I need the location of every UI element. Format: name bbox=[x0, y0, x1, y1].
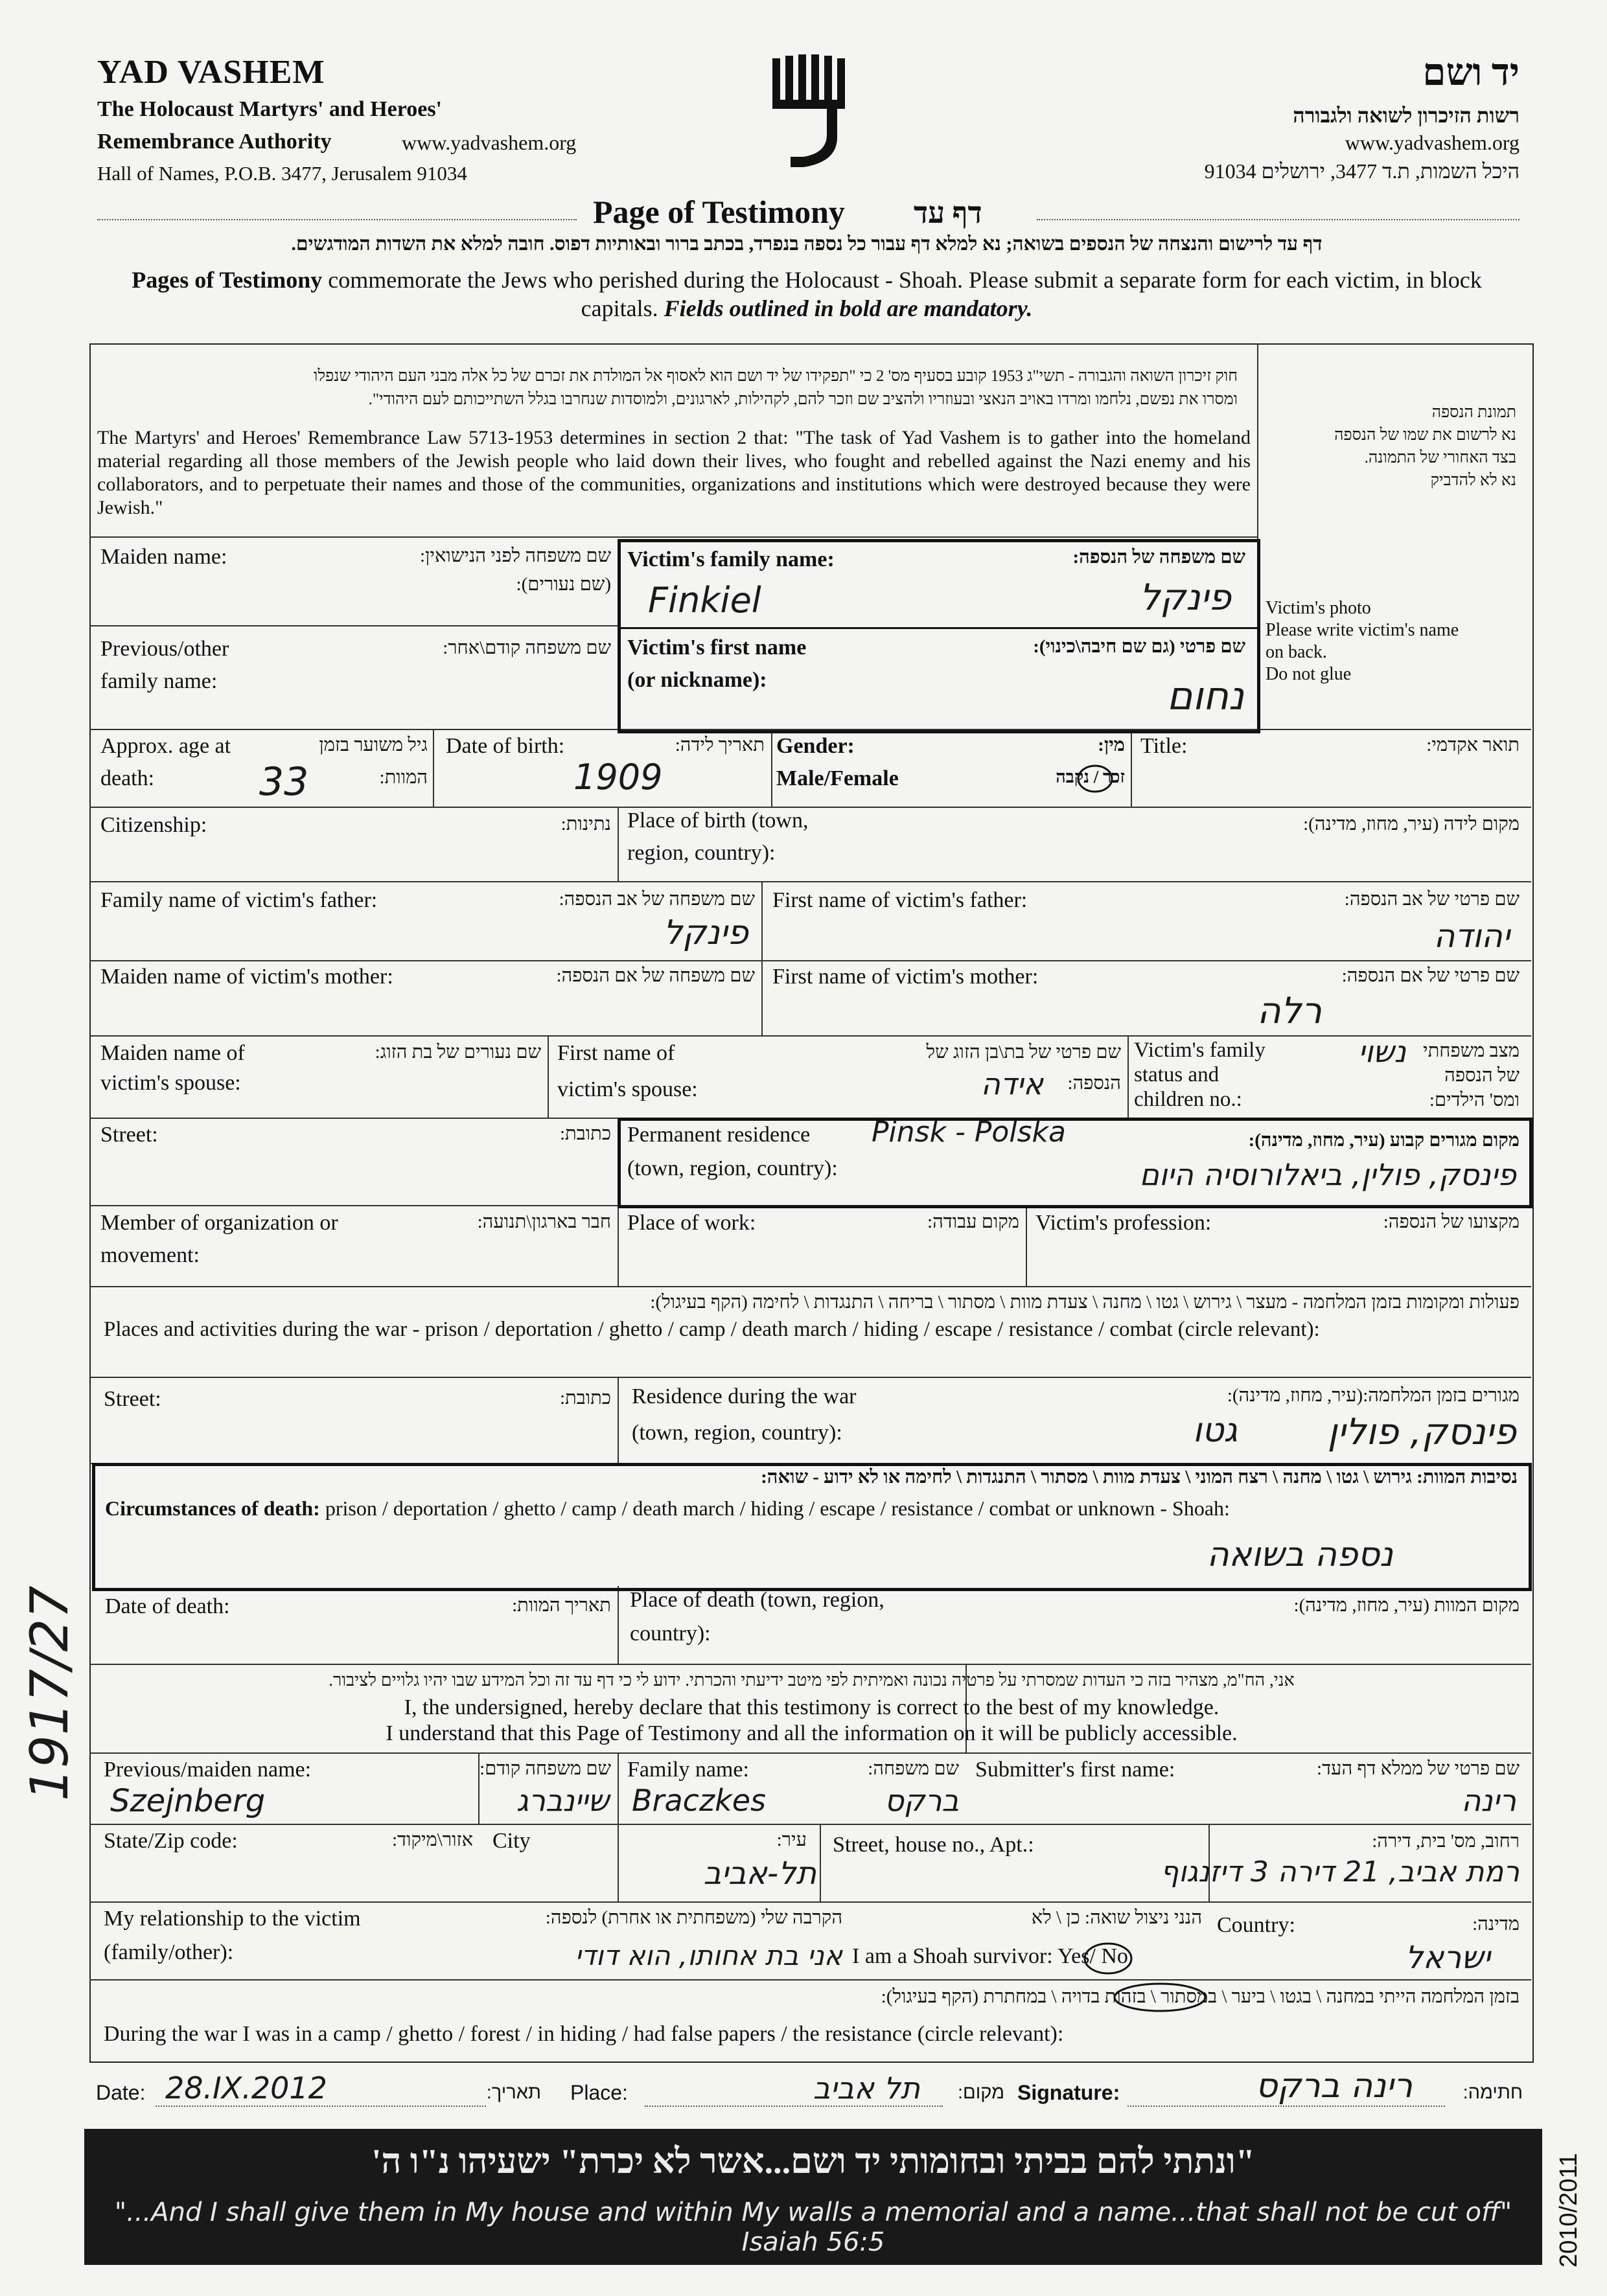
signature-label: Signature: bbox=[1017, 2081, 1120, 2104]
rule-row-age bbox=[89, 807, 1531, 808]
father-first-value[interactable]: יהודה bbox=[1433, 917, 1510, 955]
spouse-first-label-1: First name of bbox=[557, 1041, 675, 1065]
gender-label-he-1: מין: bbox=[1098, 735, 1125, 755]
div-death bbox=[618, 1586, 619, 1664]
pod-label-2: country): bbox=[630, 1622, 711, 1646]
perm-res-value-latin[interactable]: Pinsk - Polska bbox=[872, 1116, 1066, 1149]
submitter-prev-maiden-value-he[interactable]: שיינברג bbox=[516, 1783, 609, 1818]
law-en: The Martyrs' and Heroes' Remembrance Law 5713-1953 determines in section 2 that: "The task of Yad Vashem is to gather into the homeland material regarding all those members of the Jewish people who laid down their lives, who fought and rebelled against the Nazi enemy and his collaborators, and to perpetuate their names and those of the communities, organizations and institutions which were destroyed because they were Jewish." bbox=[97, 427, 1251, 518]
street-label: Street: bbox=[100, 1123, 158, 1147]
photo-he-2: נא לרשום את שמו של הנספה bbox=[1334, 426, 1516, 444]
org-title-he: יד ושם bbox=[1422, 51, 1520, 93]
submitter-city-label: City bbox=[492, 1829, 531, 1853]
declaration-en-2: I understand that this Page of Testimony and all the information on it will be publicly accessible. bbox=[386, 1721, 1238, 1745]
pod-label-he: מקום המוות (עיר, מחוז, מדינה): bbox=[1293, 1595, 1520, 1616]
page-title: Page of Testimony bbox=[593, 194, 845, 230]
side-handwritten-number: 1917/27 bbox=[19, 1585, 80, 1801]
submitter-street-label: Street, house no., Apt.: bbox=[833, 1833, 1034, 1857]
rule-row-death bbox=[89, 1664, 1531, 1665]
submitter-country-label: Country: bbox=[1217, 1913, 1295, 1937]
family-status-label-2: status and bbox=[1134, 1063, 1220, 1086]
place-label-he: מקום: bbox=[957, 2082, 1004, 2103]
age-label-he-2: המוות: bbox=[379, 767, 428, 788]
submitter-first-label-he: שם פרטי של ממלא דף העד: bbox=[1317, 1758, 1520, 1779]
submitter-war-label-he: בזמן המלחמה הייתי במחנה \ בגטו \ ביער \ במסתור \ בזהות בדויה \ במחתרת (הקף בעיגול): bbox=[881, 1986, 1520, 2007]
victim-family-value-latin[interactable]: Finkiel bbox=[648, 580, 761, 621]
street-label-he: כתובת: bbox=[560, 1123, 611, 1144]
dod-label-he: תאריך המוות: bbox=[512, 1595, 611, 1616]
survivor-label-he: הנני ניצול שואה: כן \ לא bbox=[1031, 1907, 1202, 1928]
spouse-first-label-he-1: שם פרטי של בת\בן הזוג של bbox=[926, 1042, 1121, 1062]
rule-row-member bbox=[89, 1286, 1531, 1287]
spouse-first-value[interactable]: אידה bbox=[980, 1066, 1043, 1101]
submitter-street-label-he: רחוב, מס' בית, דירה: bbox=[1372, 1831, 1520, 1852]
div-parents bbox=[761, 881, 763, 1037]
hiding-circle[interactable] bbox=[1111, 1981, 1208, 2014]
age-label-he-1: גיל משוער בזמן bbox=[319, 735, 428, 755]
div-age-dob bbox=[433, 729, 434, 807]
maiden-label-he: שם משפחה לפני הנישואין: bbox=[419, 545, 611, 566]
div-submitter-1 bbox=[618, 1752, 619, 1901]
spouse-first-label-he-2: הנספה: bbox=[1067, 1073, 1121, 1094]
submitter-country-label-he: מדינה: bbox=[1472, 1914, 1520, 1934]
mother-first-value[interactable]: רלה bbox=[1256, 990, 1322, 1032]
place-value[interactable]: תל אביב bbox=[813, 2071, 920, 2106]
rule-law-bottom bbox=[89, 536, 1257, 538]
war-street-label-he: כתובת: bbox=[560, 1388, 611, 1408]
pob-label-1: Place of birth (town, bbox=[627, 809, 809, 832]
mother-first-label-he: שם פרטי של אם הנספה: bbox=[1341, 965, 1520, 986]
pob-label-2: region, country): bbox=[627, 841, 776, 865]
circumstances-label bbox=[105, 1494, 1230, 1522]
submitter-country-value[interactable]: ישראל bbox=[1405, 1940, 1490, 1976]
activities-label-he: פעולות ומקומות בזמן המלחמה - מעצר \ גירוש \ גטו \ מחנה \ צעדת מוות \ מסתור \ בריחה \ התנגדות \ לחימה (הקף בעיגול): bbox=[650, 1292, 1520, 1313]
rule-row-submitter-rel bbox=[89, 1901, 1531, 1903]
submitter-family-label: Family name: bbox=[627, 1758, 749, 1782]
photo-he-4: נא לא להדביק bbox=[1430, 472, 1516, 489]
photo-he-1: תמונת הנספה bbox=[1431, 404, 1516, 421]
circumstances-label-rest: prison / deportation / ghetto / camp / death march / hiding / escape / resistance / combat or unknown - Shoah: bbox=[319, 1497, 1230, 1520]
photo-en-4: Do not glue bbox=[1266, 664, 1352, 684]
family-status-label-he-1: מצב משפחתי bbox=[1423, 1040, 1520, 1061]
gender-label-he-2: זכר / נקבה bbox=[1056, 767, 1125, 786]
submitter-prev-maiden-label: Previous/maiden name: bbox=[104, 1758, 312, 1782]
footer-quote-he: "ונתתי להם בביתי ובחומותי יד ושם...אשר לא יכרת" ישעיהו נ"ו ה' bbox=[371, 2142, 1255, 2181]
citizenship-label-he: נתינות: bbox=[561, 814, 611, 834]
photo-en-2: Please write victim's name bbox=[1266, 620, 1459, 640]
war-res-value[interactable]: פינסק, פולין bbox=[1327, 1411, 1516, 1453]
intro-en-bold: Pages of Testimony bbox=[132, 267, 323, 293]
victim-first-label-he: שם פרטי (גם שם חיבה\כינוי): bbox=[1033, 636, 1245, 657]
intro-en bbox=[97, 266, 1516, 323]
law-he-line1: חוק זיכרון השואה והגבורה - תשי"ג 1953 קובע בסעיף מס' 2 כי "תפקידו של יד ושם הוא לאסוף אל המולדת את זכרם של כל אלה מבני העם היהודי שנפלו bbox=[314, 367, 1238, 385]
submitter-relationship-label-1: My relationship to the victim bbox=[104, 1907, 361, 1931]
dod-label: Date of death: bbox=[105, 1594, 230, 1618]
rule-row-mother bbox=[89, 1035, 1531, 1037]
activities-label: Places and activities during the war - prison / deportation / ghetto / camp / death march / hiding / escape / resistance / combat (circle relevant): bbox=[104, 1318, 1320, 1341]
div-city-street bbox=[820, 1824, 821, 1901]
div-spouse-2 bbox=[1127, 1035, 1129, 1118]
rule-row-citizenship bbox=[89, 881, 1531, 882]
spouse-maiden-label-he: שם נעורים של בת הזוג: bbox=[375, 1042, 541, 1062]
family-status-value[interactable]: נשוי bbox=[1358, 1034, 1406, 1069]
header-rule-left bbox=[97, 219, 577, 220]
submitter-city-value[interactable]: תל-אביב bbox=[703, 1855, 816, 1892]
org-line1-en: The Holocaust Martyrs' and Heroes' bbox=[97, 97, 442, 121]
intro-he: דף עד לרישום והנצחה של הנספים בשואה; נא למלא דף עבור כל נספה בנפרד, בכתב ברור ובאותיות דפוס. חובה למלא את השדות המודגשים. bbox=[291, 233, 1323, 255]
circumstances-value[interactable]: נספה בשואה bbox=[1207, 1535, 1393, 1574]
org-address-en: Hall of Names, P.O.B. 3477, Jerusalem 91034 bbox=[97, 162, 467, 185]
org-line2-en: Remembrance Authority bbox=[97, 130, 332, 154]
submitter-relationship-value[interactable]: אני בת אחותו, הוא דודי bbox=[575, 1940, 842, 1971]
work-label-he: מקום עבודה: bbox=[927, 1211, 1019, 1232]
signature-line bbox=[1127, 2106, 1445, 2107]
submitter-first-label: Submitter's first name: bbox=[975, 1758, 1175, 1782]
victim-family-label-he: שם משפחה של הנספה: bbox=[1072, 547, 1245, 568]
war-street-label: Street: bbox=[104, 1387, 161, 1411]
victim-name-divider bbox=[618, 627, 1259, 629]
victim-first-label-2: (or nickname): bbox=[627, 668, 767, 692]
father-family-label-he: שם משפחה של אב הנספה: bbox=[559, 889, 755, 910]
yad-vashem-logo bbox=[765, 53, 855, 183]
mother-first-label: First name of victim's mother: bbox=[772, 965, 1039, 989]
father-family-value[interactable]: פינקל bbox=[663, 913, 748, 952]
submitter-relationship-label-he: הקרבה שלי (משפחתית או אחרת) לנספה: bbox=[545, 1907, 842, 1928]
spouse-maiden-label-2: victim's spouse: bbox=[100, 1071, 241, 1095]
rule-row-activities bbox=[89, 1377, 1531, 1378]
father-first-label-he: שם פרטי של אב הנספה: bbox=[1344, 889, 1520, 910]
spouse-first-label-2: victim's spouse: bbox=[557, 1077, 698, 1101]
law-he-line2: ומסרו את נפשם, נלחמו ומרדו באויב הנאצי ובעוזריו ולהציב שם וזכר להם, לקהילות, לארגונים, ולמוסדות שנחרבו בגלל השתייכותם לעם היהודי". bbox=[368, 391, 1238, 408]
profession-label: Victim's profession: bbox=[1035, 1211, 1212, 1235]
member-label-1: Member of organization or bbox=[100, 1211, 338, 1235]
submitter-zip-label-he: אזור\מיקוד: bbox=[392, 1830, 473, 1850]
footer-quote-en: "...And I shall give them in My house and within My walls a memorial and a name...that shall not be cut off" Isaiah 56:5 bbox=[114, 2198, 1512, 2257]
age-value[interactable]: 33 bbox=[259, 759, 309, 805]
victim-family-value-he[interactable]: פינקל bbox=[1139, 577, 1231, 619]
prev-family-label-he: שם משפחה קודם\אחר: bbox=[443, 637, 611, 658]
perm-res-label-1: Permanent residence bbox=[627, 1123, 811, 1147]
mother-maiden-label: Maiden name of victim's mother: bbox=[100, 965, 393, 989]
war-res-label-1: Residence during the war bbox=[632, 1384, 857, 1408]
profession-label-he: מקצועו של הנספה: bbox=[1383, 1211, 1520, 1232]
org-url-en: www.yadvashem.org bbox=[402, 131, 577, 154]
org-line1-he: רשות הזיכרון לשואה ולגבורה bbox=[1293, 104, 1520, 127]
circumstances-label-bold: Circumstances of death: bbox=[105, 1497, 320, 1520]
perm-res-label-he: מקום מגורים קבוע (עיר, מחוז, מדינה): bbox=[1248, 1130, 1520, 1151]
war-res-label-2: (town, region, country): bbox=[632, 1421, 842, 1445]
gender-label-2: Male/Female bbox=[776, 766, 899, 790]
date-value[interactable]: 28.IX.2012 bbox=[165, 2071, 327, 2106]
title-label-he: תואר אקדמי: bbox=[1426, 735, 1520, 755]
family-status-label-1: Victim's family bbox=[1134, 1039, 1266, 1062]
org-url-he: www.yadvashem.org bbox=[1345, 131, 1520, 154]
work-label: Place of work: bbox=[627, 1211, 756, 1235]
gender-label-1: Gender: bbox=[776, 734, 855, 758]
war-res-value-extra[interactable]: גטו bbox=[1192, 1411, 1238, 1450]
rule-row-war-self bbox=[89, 1979, 1531, 1980]
father-family-label: Family name of victim's father: bbox=[100, 888, 378, 912]
div-spouse-1 bbox=[548, 1035, 549, 1118]
gender-male-circle[interactable] bbox=[1076, 763, 1115, 794]
prev-family-label-2: family name: bbox=[100, 669, 218, 693]
dob-value[interactable]: 1909 bbox=[573, 757, 663, 798]
citizenship-label: Citizenship: bbox=[100, 813, 207, 837]
org-title-en: YAD VASHEM bbox=[97, 54, 325, 91]
perm-res-value-he[interactable]: פינסק, פולין, ביאלורוסיה היום bbox=[1139, 1157, 1516, 1192]
org-address-he: היכל השמות, ת.ד 3477, ירושלים 91034 bbox=[1204, 159, 1520, 183]
pob-label-he: מקום לידה (עיר, מחוז, מדינה): bbox=[1303, 814, 1520, 834]
spouse-maiden-label-1: Maiden name of bbox=[100, 1041, 245, 1065]
header-rule-right bbox=[1037, 219, 1520, 220]
div-gender-title bbox=[1131, 729, 1132, 807]
age-label-2: death: bbox=[100, 766, 155, 790]
submitter-prev-maiden-value-latin[interactable]: Szejnberg bbox=[110, 1783, 266, 1819]
member-label-2: movement: bbox=[100, 1243, 200, 1267]
photo-en-3: on back. bbox=[1266, 642, 1327, 662]
date-label: Date: bbox=[96, 2081, 146, 2104]
submitter-family-value-latin[interactable]: Braczkes bbox=[632, 1783, 766, 1818]
rule-maiden-bottom bbox=[89, 625, 618, 626]
div-citizenship bbox=[618, 807, 619, 881]
member-label-he: חבר בארגון\תנועה: bbox=[477, 1211, 611, 1232]
survivor-yes-circle[interactable] bbox=[1082, 1941, 1134, 1976]
rule-row-submitter-name bbox=[89, 1752, 1531, 1754]
div-dob-gender bbox=[771, 729, 772, 807]
victim-first-value[interactable]: נחום bbox=[1166, 674, 1244, 719]
maiden-label: Maiden name: bbox=[100, 545, 227, 569]
div-work-prof bbox=[1026, 1205, 1027, 1286]
family-status-label-he-2: של הנספה bbox=[1444, 1065, 1520, 1086]
submitter-prev-maiden-label-he: שם משפחה קודם: bbox=[480, 1758, 611, 1779]
dob-label-he: תאריך לידה: bbox=[675, 735, 765, 755]
rule-row-submitter-city bbox=[89, 1824, 1531, 1825]
date-label-he: תאריך: bbox=[486, 2082, 541, 2103]
declaration-he: אני, הח"מ, מצהיר בזה כי העדות שמסרתי על פרטיה נכונה ואמיתית לפי מיטב ידיעתי והכרתי. ידוע לי כי דף עד זה וכל המידע שבו יהיו גלויים לציבור. bbox=[329, 1670, 1295, 1690]
submitter-zip-label: State/Zip code: bbox=[104, 1829, 238, 1853]
edition-year: 2010/2011 bbox=[1555, 2153, 1582, 2267]
photo-he-3: בצד האחורי של התמונה. bbox=[1364, 449, 1516, 466]
rule-row-father bbox=[89, 960, 1531, 961]
mother-maiden-label-he: שם משפחה של אם הנספה: bbox=[556, 965, 755, 986]
submitter-street-value[interactable]: רמת אביב, 21 דירה 3 דיזנגוף bbox=[1160, 1855, 1520, 1888]
submitter-war-label: During the war I was in a camp / ghetto / forest / in hiding / had false papers / the resistance (circle relevant): bbox=[104, 2022, 1064, 2046]
family-status-label-he-3: ומס' הילדים: bbox=[1429, 1090, 1520, 1110]
place-line bbox=[645, 2106, 943, 2107]
war-res-label-he: מגורים בזמן המלחמה:(עיר, מחוז, מדינה): bbox=[1227, 1385, 1520, 1406]
intro-en-emph: Fields outlined in bold are mandatory. bbox=[664, 295, 1033, 321]
prev-family-label-1: Previous/other bbox=[100, 637, 229, 661]
submitter-family-label-he: שם משפחה: bbox=[868, 1758, 959, 1779]
title-label: Title: bbox=[1140, 734, 1188, 758]
dob-label: Date of birth: bbox=[446, 734, 565, 758]
page-title-he: דף עד bbox=[914, 196, 982, 229]
circumstances-label-he: נסיבות המוות: גירוש \ גטו \ מחנה \ רצח המוני \ צעדת מוות \ מסתור \ התנגדות \ לחימה או לא ידוע - שואה: bbox=[761, 1467, 1518, 1487]
signature-value[interactable]: רינה ברקס bbox=[1255, 2067, 1413, 2106]
maiden-label-he2: (שם נעורים): bbox=[516, 574, 611, 595]
perm-res-label-2: (town, region, country): bbox=[627, 1156, 838, 1180]
survivor-label: I am a Shoah survivor: Yes/ No bbox=[852, 1944, 1128, 1968]
family-status-label-3: children no.: bbox=[1134, 1088, 1242, 1111]
father-first-label: First name of victim's father: bbox=[772, 888, 1028, 912]
submitter-relationship-label-2: (family/other): bbox=[104, 1940, 234, 1964]
submitter-first-value[interactable]: רינה bbox=[1461, 1783, 1516, 1818]
submitter-family-value-he[interactable]: ברקס bbox=[884, 1783, 959, 1818]
place-label: Place: bbox=[570, 2081, 628, 2104]
photo-en-1: Victim's photo bbox=[1266, 598, 1371, 618]
div-war-street bbox=[618, 1377, 619, 1463]
submitter-city-label-he: עיר: bbox=[776, 1830, 807, 1850]
age-label-1: Approx. age at bbox=[100, 734, 231, 758]
date-line bbox=[156, 2106, 486, 2107]
declaration-en-1: I, the undersigned, hereby declare that this testimony is correct to the best of my knowledge. bbox=[404, 1695, 1220, 1719]
victim-family-label: Victim's family name: bbox=[627, 547, 835, 571]
victim-first-label-1: Victim's first name bbox=[627, 636, 807, 660]
signature-label-he: חתימה: bbox=[1462, 2082, 1523, 2103]
intro-en-text: commemorate the Jews who perished during the Holocaust - Shoah. Please submit a separate form for each victim, in block capitals. bbox=[322, 267, 1482, 321]
pod-label-1: Place of death (town, region, bbox=[630, 1588, 884, 1612]
